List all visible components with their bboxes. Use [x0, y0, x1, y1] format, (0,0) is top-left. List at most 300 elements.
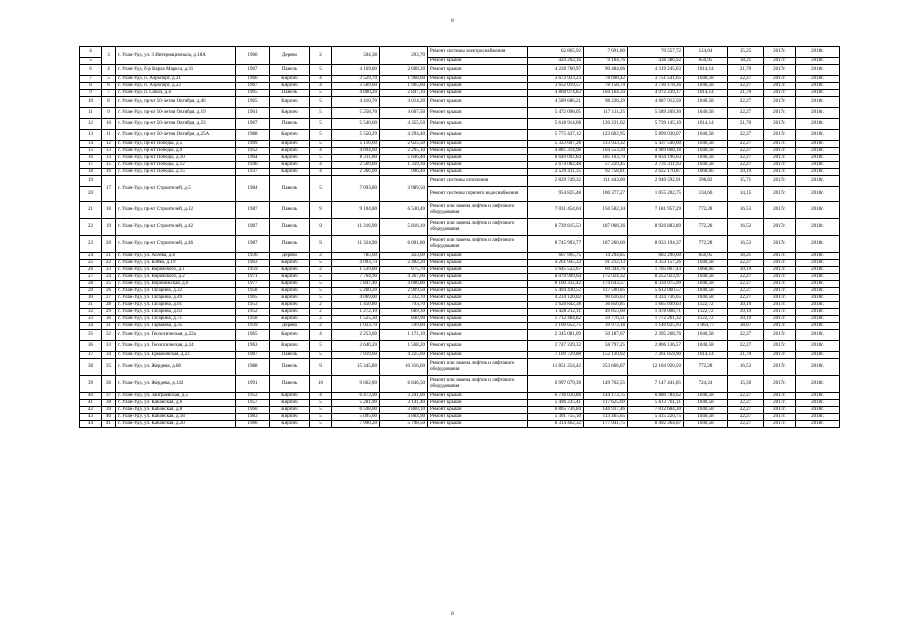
build-year-cell: 1952	[236, 309, 270, 316]
table-row	[80, 281, 840, 288]
address-cell: г. Улан-Удэ, б-р Карла Маркса, д.31	[116, 65, 236, 76]
cost-control-cell: 120 231,02	[584, 119, 628, 130]
cost-total-cell: 5 494 430,52	[528, 288, 584, 295]
work-type-cell: Ремонт крыши	[428, 260, 528, 267]
work-type-cell: Ремонт крыши	[428, 253, 528, 260]
cost-total-cell: 2 747 339,32	[528, 341, 584, 352]
cost-total-cell: 4 589 686,21	[528, 97, 584, 108]
floors-cell: 5	[310, 352, 332, 359]
unit-cost-control-cell: 18,21	[728, 253, 764, 260]
cost-total-cell: 62 865,92	[528, 47, 584, 58]
build-year-cell: 1961	[236, 108, 270, 119]
row-number-cell: 41	[80, 400, 102, 407]
end-year-cell: 2018г.	[796, 302, 840, 309]
cost-sum-cell: 1 705 867,43	[628, 267, 684, 274]
address-cell: г. Улан-Удэ, ул. Гагарина, д.49	[116, 295, 236, 302]
cost-control-cell: 49 855,60	[584, 309, 628, 316]
total-area-cell: 5 550,29	[332, 130, 380, 141]
table-row	[80, 376, 840, 393]
wall-material-cell: Кирпич	[270, 393, 310, 400]
table-row	[80, 141, 840, 148]
unit-cost-cell: 1040,58	[684, 83, 728, 90]
unit-cost-cell: 1040,58	[684, 330, 728, 341]
floors-cell: 5	[310, 176, 332, 202]
work-type-cell: Ремонт крыши	[428, 169, 528, 176]
cost-control-cell: 187 200,60	[584, 236, 628, 253]
wall-material-cell: Дерево	[270, 47, 310, 65]
wall-material-cell: Кирпич	[270, 400, 310, 407]
living-area-cell: 675,70	[380, 267, 428, 274]
address-cell: г. Улан-Удэ, пр-кт Победы, д.15	[116, 169, 236, 176]
start-year-cell: 2017г.	[764, 119, 796, 130]
work-type-cell: Ремонт крыши	[428, 148, 528, 155]
row-number-cell: 5	[80, 58, 102, 65]
row-number-cell: 24	[80, 253, 102, 260]
unit-cost-control-cell: 22,27	[728, 141, 764, 148]
unit-cost-control-cell: 22,27	[728, 260, 764, 267]
start-year-cell: 2017г.	[764, 169, 796, 176]
unit-cost-control-cell: 22,27	[728, 76, 764, 83]
build-year-cell: 1952	[236, 148, 270, 155]
total-area-cell: 4 069,00	[332, 295, 380, 302]
row-number-cell: 27	[80, 274, 102, 281]
unit-cost-control-cell: 39,19	[728, 309, 764, 316]
living-area-cell: 4 355,50	[380, 119, 428, 130]
unit-cost-control-cell: 22,27	[728, 400, 764, 407]
cost-total-cell: 5 301 755,10	[528, 414, 584, 421]
total-area-cell: 8 311,80	[332, 155, 380, 162]
work-type-cell: Ремонт крыши	[428, 323, 528, 330]
end-year-cell: 2018г.	[796, 219, 840, 236]
work-type-cell: Ремонт крыши	[428, 302, 528, 309]
table-row	[80, 76, 840, 83]
row-number-cell: 13	[80, 130, 102, 141]
build-year-cell: 1936	[236, 253, 270, 260]
build-year-cell: 1965	[236, 295, 270, 302]
floors-cell: 9	[310, 219, 332, 236]
build-year-cell: 1969	[236, 141, 270, 148]
cost-sum-cell: 7 012 684,30	[628, 407, 684, 414]
cost-total-cell: 1 428 212,11	[528, 309, 584, 316]
living-area-cell: 3 241,00	[380, 393, 428, 400]
address-cell: г. Улан-Удэ, п. Аэропорт, д.21	[116, 76, 236, 83]
cost-sum-cell: 3 751 541,65	[628, 76, 684, 83]
living-area-cell: 3 989,50	[380, 176, 428, 202]
table-row	[80, 65, 840, 76]
living-area-cell: 1 968,60	[380, 76, 428, 83]
total-area-cell: 2 640,20	[332, 341, 380, 352]
unit-cost-cell: 1040,58	[684, 295, 728, 302]
table-row	[80, 267, 840, 274]
object-number-cell: 9	[102, 108, 116, 119]
object-number-cell: 28	[102, 302, 116, 309]
wall-material-cell: Панель	[270, 359, 310, 376]
unit-cost-cell: 1040,58	[684, 108, 728, 119]
unit-cost-cell: 398,82	[684, 176, 728, 187]
work-type-cell: Ремонт или замена лифтов и лифтового оборудования	[428, 236, 528, 253]
table-row	[80, 148, 840, 155]
address-cell: г. Улан-Удэ, ул. Кабанская, д.20	[116, 421, 236, 428]
unit-cost-cell: 1040,58	[684, 414, 728, 421]
floors-cell: 4	[310, 393, 332, 400]
living-area-cell: 1 339,30	[380, 162, 428, 169]
row-number-cell: 11	[80, 108, 102, 119]
start-year-cell: 2017г.	[764, 281, 796, 288]
object-number-cell: 26	[102, 288, 116, 295]
table-row	[80, 119, 840, 130]
cost-sum-cell: 682 290,60	[628, 253, 684, 260]
cost-control-cell: 78 608,42	[584, 76, 628, 83]
floors-cell: 5	[310, 130, 332, 141]
wall-material-cell: Кирпич	[270, 414, 310, 421]
living-area-cell: 996,40	[380, 169, 428, 176]
total-area-cell: 4 093,74	[332, 260, 380, 267]
start-year-cell: 2017г.	[764, 108, 796, 119]
end-year-cell: 2018г.	[796, 359, 840, 376]
address-cell: г. Улан-Удэ, пр-кт Строителей, д.42	[116, 219, 236, 236]
floors-cell: 2	[310, 316, 332, 323]
unit-cost-cell: 1040,58	[684, 274, 728, 281]
unit-cost-control-cell: 22,27	[728, 162, 764, 169]
floors-cell: 2	[310, 323, 332, 330]
unit-cost-cell: 1040,58	[684, 281, 728, 288]
build-year-cell: 1953	[236, 302, 270, 309]
cost-total-cell: 2 345 081,09	[528, 330, 584, 341]
work-type-cell: Ремонт крыши	[428, 162, 528, 169]
cost-sum-cell: 6 880 784,62	[628, 393, 684, 400]
start-year-cell: 2017г.	[764, 187, 796, 202]
unit-cost-control-cell: 21,70	[728, 90, 764, 97]
address-cell: г. Улан-Удэ, ул. Гагарина, д.71	[116, 316, 236, 323]
living-area-cell: 6 001,80	[380, 236, 428, 253]
build-year-cell: 1960	[236, 407, 270, 414]
start-year-cell: 2017г.	[764, 267, 796, 274]
build-year-cell: 1988	[236, 359, 270, 376]
work-type-cell: Ремонт крыши	[428, 393, 528, 400]
row-number-cell: 37	[80, 352, 102, 359]
object-number-cell: 13	[102, 148, 116, 155]
table-row	[80, 309, 840, 316]
total-area-cell: 4 169,80	[332, 65, 380, 76]
wall-material-cell: Панель	[270, 376, 310, 393]
table-row	[80, 176, 840, 187]
unit-cost-control-cell: 39,19	[728, 302, 764, 309]
cost-control-cell: 7 691,80	[584, 47, 628, 58]
living-area-cell: 5 798,50	[380, 421, 428, 428]
work-type-cell: Ремонт системы электроснабжения	[428, 47, 528, 58]
row-number-cell: 31	[80, 302, 102, 309]
unit-cost-control-cell: 22,27	[728, 274, 764, 281]
work-type-cell: Ремонт крыши	[428, 83, 528, 90]
address-cell: г. Улан-Удэ, пр-кт Победы, д.9	[116, 148, 236, 155]
work-type-cell: Ремонт системы отопления	[428, 176, 528, 187]
end-year-cell: 2018г.	[796, 253, 840, 260]
work-type-cell: Ремонт крыши	[428, 108, 528, 119]
row-number-cell: 38	[80, 359, 102, 376]
build-year-cell: 1977	[236, 281, 270, 288]
unit-cost-control-cell: 15,25	[728, 47, 764, 58]
end-year-cell: 2018г.	[796, 119, 840, 130]
address-cell: г. Улан-Удэ, ул. 3 Интернационала, д.18А	[116, 47, 236, 65]
total-area-cell: 5 281,90	[332, 400, 380, 407]
object-number-cell: 3	[102, 47, 116, 65]
floors-cell: 2	[310, 47, 332, 65]
cost-sum-cell: 4 972 239,17	[628, 90, 684, 97]
build-year-cell: 1958	[236, 316, 270, 323]
end-year-cell: 2018г.	[796, 260, 840, 267]
build-year-cell: 1991	[236, 376, 270, 393]
cost-total-cell: 11 851 254,42	[528, 359, 584, 376]
row-number-cell: 33	[80, 316, 102, 323]
row-number-cell: 44	[80, 421, 102, 428]
build-year-cell: 1971	[236, 274, 270, 281]
object-number-cell: 37	[102, 393, 116, 400]
end-year-cell: 2018г.	[796, 267, 840, 274]
page-number-bottom: 8	[451, 612, 454, 617]
unit-cost-control-cell: 21,70	[728, 119, 764, 130]
cost-total-cell: 1 628 842,38	[528, 302, 584, 309]
address-cell: г. Улан-Удэ, ул. Геологическая, д.22а	[116, 330, 236, 341]
work-type-cell: Ремонт крыши	[428, 316, 528, 323]
build-year-cell: 1965	[236, 97, 270, 108]
end-year-cell: 2018г.	[796, 155, 840, 162]
unit-cost-cell: 772,28	[684, 219, 728, 236]
wall-material-cell: Кирпич	[270, 108, 310, 119]
address-cell: г. Улан-Удэ, ул. Ермаковская, д.22	[116, 352, 236, 359]
row-number-cell: 28	[80, 281, 102, 288]
work-type-cell: Ремонт крыши	[428, 119, 528, 130]
unit-cost-control-cell: 39,19	[728, 267, 764, 274]
object-number-cell: 11	[102, 130, 116, 141]
cost-control-cell: 14 294,85	[584, 253, 628, 260]
cost-control-cell: 123 602,95	[584, 130, 628, 141]
table-row	[80, 236, 840, 253]
work-type-cell: Ремонт крыши	[428, 295, 528, 302]
build-year-cell: 1966	[236, 76, 270, 83]
cost-sum-cell: 2 622 170,87	[628, 169, 684, 176]
total-area-cell: 5 116,00	[332, 141, 380, 148]
unit-cost-control-cell: 22,27	[728, 108, 764, 119]
cost-sum-cell: 3 730 178,36	[628, 83, 684, 90]
work-type-cell: Ремонт или замена лифтов и лифтового оборудования	[428, 359, 528, 376]
table-row	[80, 47, 840, 58]
unit-cost-control-cell: 18,21	[728, 58, 764, 65]
object-number-cell: 31	[102, 323, 116, 330]
cost-control-cell: 117 625,69	[584, 400, 628, 407]
unit-cost-cell: 1040,58	[684, 162, 728, 169]
address-cell: г. Улан-Удэ, ул. Воровского, д.1	[116, 267, 236, 274]
cost-control-cell: 253 666,07	[584, 359, 628, 376]
cost-sum-cell: 438 386,92	[628, 58, 684, 65]
object-number-cell: 19	[102, 219, 116, 236]
wall-material-cell: Кирпич	[270, 141, 310, 148]
start-year-cell: 2017г.	[764, 155, 796, 162]
row-number-cell: 14	[80, 141, 102, 148]
unit-cost-control-cell: 22,27	[728, 130, 764, 141]
work-type-cell: Ремонт системы горячего водоснабжения	[428, 187, 528, 202]
wall-material-cell: Кирпич	[270, 421, 310, 428]
row-number-cell: 16	[80, 155, 102, 162]
floors-cell: 5	[310, 341, 332, 352]
end-year-cell: 2018г.	[796, 407, 840, 414]
start-year-cell: 2017г.	[764, 421, 796, 428]
unit-cost-control-cell: 22,27	[728, 421, 764, 428]
cost-control-cell: 57 229,45	[584, 162, 628, 169]
row-number-cell: 40	[80, 393, 102, 400]
table-row	[80, 341, 840, 352]
cost-total-cell: 3 652 019,57	[528, 83, 584, 90]
start-year-cell: 2017г.	[764, 274, 796, 281]
floors-cell: 9	[310, 236, 332, 253]
unit-cost-cell: 1040,58	[684, 155, 728, 162]
address-cell: г. Улан-Удэ, ул. Заиграевская, д.5	[116, 393, 236, 400]
total-area-cell: 1 272,10	[332, 309, 380, 316]
cost-sum-cell: 4 319 245,63	[628, 65, 684, 76]
end-year-cell: 2018г.	[796, 83, 840, 90]
address-cell: г. Улан-Удэ, пр-кт 50-летия Октября, д.25А	[116, 130, 236, 141]
unit-cost-control-cell: 22,27	[728, 330, 764, 341]
start-year-cell: 2017г.	[764, 162, 796, 169]
end-year-cell: 2018г.	[796, 400, 840, 407]
object-number-cell: 25	[102, 281, 116, 288]
row-number-cell: 43	[80, 414, 102, 421]
address-cell: г. Улан-Удэ, ул. Жердева, д.142	[116, 376, 236, 393]
unit-cost-cell: 1068,66	[684, 169, 728, 176]
cost-total-cell: 5 496 235,41	[528, 400, 584, 407]
row-number-cell: 42	[80, 407, 102, 414]
start-year-cell: 2017г.	[764, 302, 796, 309]
object-number-cell: 14	[102, 155, 116, 162]
wall-material-cell: Дерево	[270, 253, 310, 260]
unit-cost-cell: 1040,58	[684, 97, 728, 108]
floors-cell: 5	[310, 400, 332, 407]
row-number-cell: 25	[80, 260, 102, 267]
floors-cell: 5	[310, 295, 332, 302]
floors-cell: 5	[310, 65, 332, 76]
cost-total-cell: 2 674 082,48	[528, 162, 584, 169]
object-number-cell: 17	[102, 176, 116, 202]
table-row	[80, 274, 840, 281]
work-type-cell: Ремонт крыши	[428, 65, 528, 76]
unit-cost-control-cell: 14,15	[728, 187, 764, 202]
unit-cost-cell: 1040,58	[684, 341, 728, 352]
living-area-cell: 4 225,60	[380, 352, 428, 359]
table-row	[80, 323, 840, 330]
work-type-cell: Ремонт крыши	[428, 309, 528, 316]
end-year-cell: 2018г.	[796, 47, 840, 58]
address-cell: г. Улан-Удэ, ул. Гагарина, д.22	[116, 288, 236, 295]
start-year-cell: 2017г.	[764, 236, 796, 253]
wall-material-cell: Кирпич	[270, 330, 310, 341]
work-type-cell: Ремонт крыши	[428, 97, 528, 108]
cost-control-cell: 39 973,18	[584, 323, 628, 330]
end-year-cell: 2018г.	[796, 176, 840, 187]
cost-total-cell: 6 736 610,86	[528, 393, 584, 400]
table-body	[80, 47, 840, 428]
cost-sum-cell: 8 933 194,37	[628, 236, 684, 253]
total-area-cell: 5 540,60	[332, 119, 380, 130]
end-year-cell: 2018г.	[796, 414, 840, 421]
end-year-cell: 2018г.	[796, 130, 840, 141]
total-area-cell: 504,38	[332, 47, 380, 65]
build-year-cell: 1988	[236, 130, 270, 141]
unit-cost-cell: 850,95	[684, 58, 728, 65]
cost-sum-cell: 7 261 859,90	[628, 352, 684, 359]
table-row	[80, 162, 840, 169]
unit-cost-cell: 1122,72	[684, 316, 728, 323]
floors-cell: 2	[310, 309, 332, 316]
object-number-cell: 41	[102, 421, 116, 428]
living-area-cell: 2 295,10	[380, 148, 428, 155]
floors-cell: 4	[310, 162, 332, 169]
object-number-cell: 36	[102, 376, 116, 393]
object-number-cell: 30	[102, 316, 116, 323]
work-type-cell: Ремонт крыши	[428, 414, 528, 421]
object-number-cell: 33	[102, 341, 116, 352]
start-year-cell: 2017г.	[764, 309, 796, 316]
living-area-cell: 4 367,00	[380, 274, 428, 281]
cost-total-cell: 1 712 484,82	[528, 316, 584, 323]
unit-cost-control-cell: 22,27	[728, 407, 764, 414]
living-area-cell: 6 846,50	[380, 376, 428, 393]
cost-sum-cell: 8 926 883,89	[628, 219, 684, 236]
table-row	[80, 130, 840, 141]
row-number-cell: 29	[80, 288, 102, 295]
wall-material-cell: Кирпич	[270, 274, 310, 281]
cost-sum-cell: 5 612 060,57	[628, 288, 684, 295]
living-area-cell: 2 847,10	[380, 90, 428, 97]
work-type-cell: Ремонт крыши	[428, 90, 528, 97]
cost-sum-cell: 1 665 699,03	[628, 302, 684, 309]
wall-material-cell: Кирпич	[270, 130, 310, 141]
end-year-cell: 2018г.	[796, 323, 840, 330]
start-year-cell: 2017г.	[764, 83, 796, 90]
floors-cell: 4	[310, 76, 332, 83]
object-number-cell: 39	[102, 407, 116, 414]
object-number-cell: 20	[102, 236, 116, 253]
cost-sum-cell: 8 252 923,97	[628, 274, 684, 281]
end-year-cell: 2018г.	[796, 169, 840, 176]
cost-sum-cell: 5 899 030,07	[628, 130, 684, 141]
cost-sum-cell: 4 353 157,26	[628, 260, 684, 267]
cost-control-cell: 104 553,20	[584, 148, 628, 155]
unit-cost-cell: 1014,14	[684, 119, 728, 130]
object-number-cell: 24	[102, 274, 116, 281]
start-year-cell: 2017г.	[764, 141, 796, 148]
cost-control-cell: 113 465,65	[584, 414, 628, 421]
wall-material-cell: Кирпич	[270, 267, 310, 274]
end-year-cell: 2018г.	[796, 202, 840, 219]
build-year-cell: 1984	[236, 176, 270, 202]
total-area-cell: 2 569,80	[332, 162, 380, 169]
work-type-cell: Ремонт крыши	[428, 330, 528, 341]
floors-cell: 4	[310, 330, 332, 341]
floors-cell: 5	[310, 119, 332, 130]
cost-sum-cell: 8 492 364,07	[628, 421, 684, 428]
address-cell: г. Улан-Удэ, пр-кт Строителей, д.46	[116, 236, 236, 253]
cost-control-cell: 150 502,34	[584, 202, 628, 219]
living-area-cell: 3 014,30	[380, 97, 428, 108]
floors-cell: 5	[310, 141, 332, 148]
row-number-cell: 30	[80, 295, 102, 302]
wall-material-cell: Панель	[270, 90, 310, 97]
living-area-cell: 2 482,20	[380, 260, 428, 267]
total-area-cell: 7 093,80	[332, 176, 380, 202]
start-year-cell: 2017г.	[764, 295, 796, 302]
cost-control-cell: 117 590,05	[584, 288, 628, 295]
table-row	[80, 393, 840, 400]
start-year-cell: 2017г.	[764, 97, 796, 108]
